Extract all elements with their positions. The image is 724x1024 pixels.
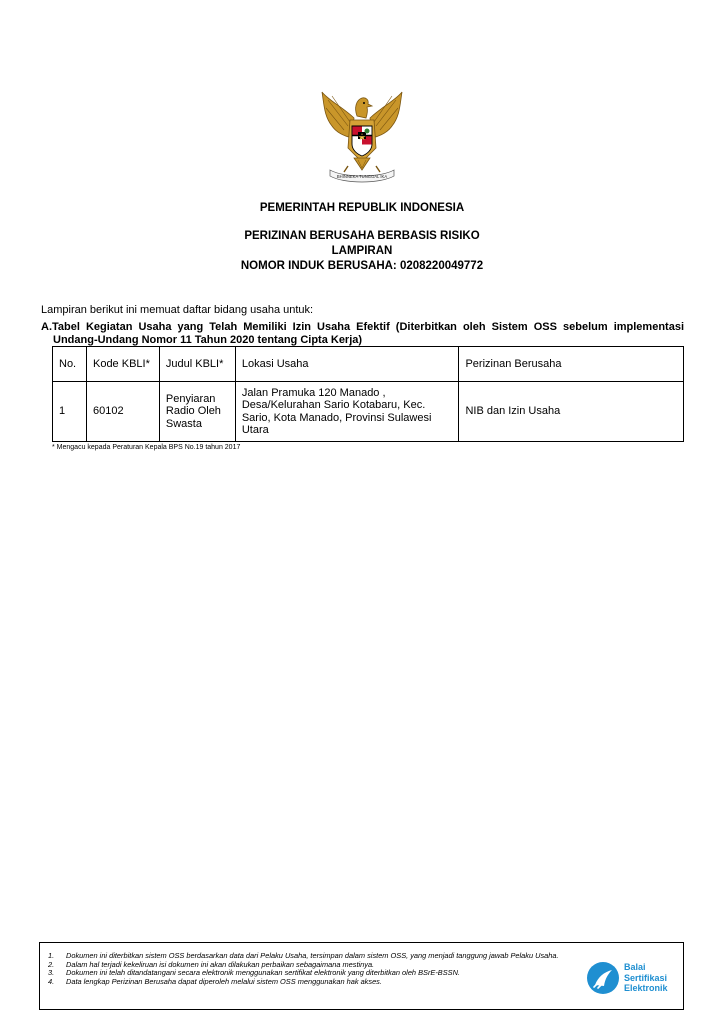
header-kode-kbli: Kode KBLI* <box>86 347 159 382</box>
bsre-logo-line3: Elektronik <box>624 983 668 993</box>
note-number: 3. <box>48 968 55 978</box>
note-text: Data lengkap Perizinan Berusaha dapat diperoleh melalui sistem OSS menggunakan hak akses. <box>66 976 382 986</box>
bsre-logo-icon <box>586 961 620 995</box>
note-number: 1. <box>48 951 55 960</box>
header-lokasi-usaha: Lokasi Usaha <box>235 347 459 382</box>
note-number: 2. <box>48 959 55 969</box>
section-a-title-line2: Undang-Undang Nomor 11 Tahun 2020 tentang Cipta Kerja) <box>53 333 363 346</box>
note-text: Dokumen ini telah ditandatangani secara elektronik menggunakan sertifikat elektronik yang diterbitkan oleh BSrE-BSSN. <box>66 968 460 978</box>
emblem-motto: BHINNEKA TUNGGAL IKA <box>336 174 388 179</box>
note-text: Dokumen ini diterbitkan sistem OSS berdasarkan data dari Pelaku Usaha, tersimpan dalam sistem OSS, yang menjadi tanggung jawab Pelaku Usaha. <box>66 951 559 960</box>
nib-heading: NOMOR INDUK BERUSAHA: 0208220049772 <box>240 260 484 272</box>
section-a-title <box>41 321 684 346</box>
header-no: No. <box>53 347 87 382</box>
note-number: 4. <box>48 976 55 986</box>
business-activity-table <box>52 346 684 442</box>
document-title: PERIZINAN BERUSAHA BERBASIS RISIKO <box>244 230 480 242</box>
document-subtitle: LAMPIRAN <box>331 245 393 257</box>
footer-note-item <box>48 978 588 987</box>
intro-text: Lampiran berikut ini memuat daftar bidang usaha untuk: <box>41 304 314 316</box>
section-a-title-line1: Tabel Kegiatan Usaha yang Telah Memiliki Izin Usaha Efektif (Diterbitkan oleh Sistem OSS sebelum implementasi <box>52 321 684 333</box>
header-perizinan-berusaha: Perizinan Berusaha <box>459 347 684 382</box>
bsre-logo-text <box>624 962 668 994</box>
table-footnote: * Mengacu kepada Peraturan Kepala BPS No.19 tahun 2017 <box>52 444 241 451</box>
bsre-logo-line1: Balai <box>624 962 646 972</box>
cell-kode-kbli: 60102 <box>86 382 159 442</box>
table-row <box>53 382 684 442</box>
bsre-logo <box>586 959 680 999</box>
cell-no: 1 <box>53 382 87 442</box>
section-a-marker: A. <box>41 321 52 333</box>
footer-disclaimer-box <box>39 942 684 1010</box>
header-judul-kbli: Judul KBLI* <box>159 347 235 382</box>
footer-notes-list <box>48 952 588 986</box>
table-header-row <box>53 347 684 382</box>
note-text: Dalam hal terjadi kekeliruan isi dokumen ini akan dilakukan perbaikan sebagaimana mestinya. <box>66 959 375 969</box>
cell-lokasi-usaha: Jalan Pramuka 120 Manado , Desa/Kelurahan Sario Kotabaru, Kec. Sario, Kota Manado, Provinsi Sulawesi Utara <box>235 382 459 442</box>
cell-judul-kbli: Penyiaran Radio Oleh Swasta <box>159 382 235 442</box>
cell-perizinan-berusaha: NIB dan Izin Usaha <box>459 382 684 442</box>
bsre-logo-line2: Sertifikasi <box>624 972 668 983</box>
garuda-pancasila-emblem <box>314 86 410 186</box>
government-heading: PEMERINTAH REPUBLIK INDONESIA <box>259 202 465 214</box>
